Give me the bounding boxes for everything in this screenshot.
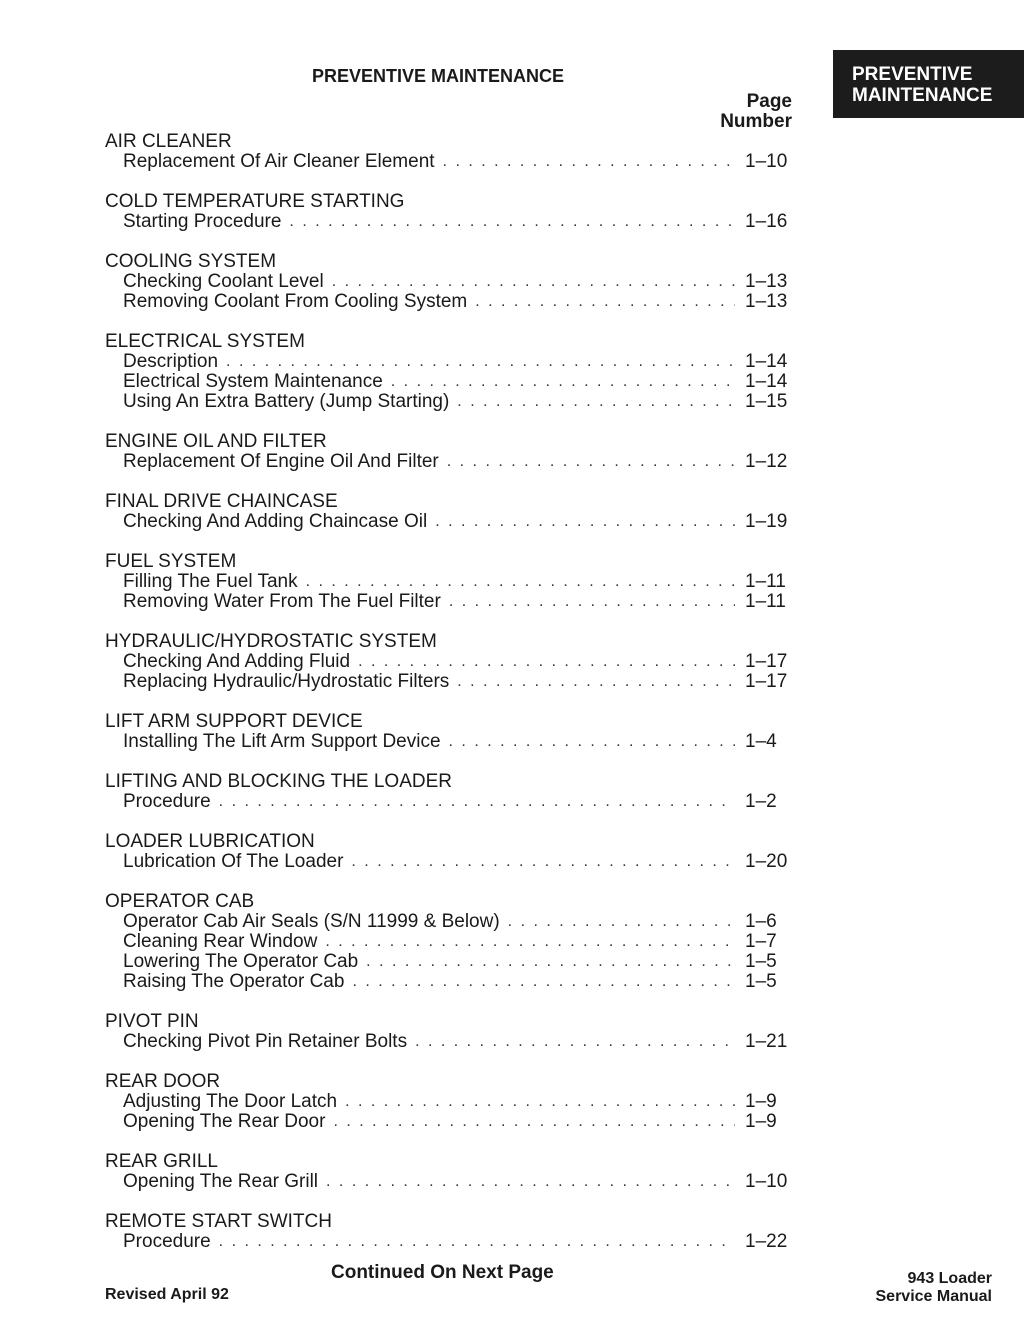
entry-label: Removing Water From The Fuel Filter — [123, 591, 441, 612]
toc-entry[interactable] — [105, 792, 790, 812]
dot-leader — [449, 592, 735, 612]
dot-leader — [226, 352, 735, 372]
entry-label: Checking And Adding Chaincase Oil — [123, 511, 428, 532]
dot-leader — [332, 272, 735, 292]
section-title: OPERATOR CAB — [105, 891, 255, 912]
section-title: AIR CLEANER — [105, 131, 232, 152]
toc-entry[interactable] — [105, 1112, 790, 1132]
dot-leader — [366, 952, 735, 972]
section-title: ELECTRICAL SYSTEM — [105, 331, 305, 352]
toc-section — [105, 432, 790, 472]
toc-entry[interactable] — [105, 1172, 790, 1192]
toc-section — [105, 192, 790, 232]
section-tab-line2: MAINTENANCE — [852, 85, 993, 106]
entry-label: Procedure — [123, 791, 211, 812]
toc-entry[interactable] — [105, 972, 790, 992]
entry-page-number: 1–12 — [745, 451, 788, 472]
entry-label: Checking Pivot Pin Retainer Bolts — [123, 1031, 408, 1052]
manual-name: Service Manual — [875, 1288, 992, 1305]
entry-page-number: 1–11 — [745, 571, 786, 592]
dot-leader — [345, 1092, 735, 1112]
section-title: FINAL DRIVE CHAINCASE — [105, 491, 338, 512]
dot-leader — [457, 392, 735, 412]
dot-leader — [352, 972, 735, 992]
dot-leader — [443, 152, 735, 172]
model-name: 943 Loader — [907, 1270, 992, 1287]
page-title: PREVENTIVE MAINTENANCE — [312, 66, 565, 86]
entry-label: Filling The Fuel Tank — [123, 571, 298, 592]
section-title: LIFT ARM SUPPORT DEVICE — [105, 711, 363, 732]
entry-label: Replacing Hydraulic/Hydrostatic Filters — [123, 671, 450, 692]
entry-label: Checking And Adding Fluid — [123, 651, 351, 672]
dot-leader — [508, 912, 735, 932]
entry-page-number: 1–2 — [745, 791, 777, 812]
entry-page-number: 1–5 — [745, 951, 777, 972]
toc-entry[interactable] — [105, 512, 790, 532]
section-title: FUEL SYSTEM — [105, 551, 237, 572]
entry-page-number: 1–13 — [745, 291, 788, 312]
toc-section — [105, 832, 790, 872]
entry-label: Lowering The Operator Cab — [123, 951, 359, 972]
dot-leader — [219, 792, 735, 812]
toc-entry[interactable] — [105, 352, 790, 372]
entry-label: Raising The Operator Cab — [123, 971, 345, 992]
dot-leader — [449, 732, 735, 752]
entry-label: Checking Coolant Level — [123, 271, 324, 292]
dot-leader — [219, 1232, 735, 1252]
toc-section — [105, 492, 790, 532]
entry-page-number: 1–13 — [745, 271, 788, 292]
toc-section — [105, 332, 790, 412]
toc-entry[interactable] — [105, 592, 790, 612]
entry-page-number: 1–20 — [745, 851, 788, 872]
entry-page-number: 1–21 — [745, 1031, 788, 1052]
toc-section — [105, 1072, 790, 1132]
section-title: COOLING SYSTEM — [105, 251, 277, 272]
entry-label: Opening The Rear Grill — [123, 1171, 319, 1192]
entry-label: Operator Cab Air Seals (S/N 11999 & Below) — [123, 911, 500, 932]
toc-entry[interactable] — [105, 272, 790, 292]
dot-leader — [333, 1112, 735, 1132]
entry-page-number: 1–17 — [745, 651, 788, 672]
dot-leader — [391, 372, 735, 392]
toc-section — [105, 632, 790, 692]
toc-section — [105, 892, 790, 992]
toc-entry[interactable] — [105, 912, 790, 932]
toc-entry[interactable] — [105, 672, 790, 692]
toc-entry[interactable] — [105, 1232, 790, 1252]
entry-page-number: 1–16 — [745, 211, 788, 232]
entry-label: Adjusting The Door Latch — [123, 1091, 338, 1112]
dot-leader — [289, 212, 735, 232]
entry-page-number: 1–9 — [745, 1091, 777, 1112]
dot-leader — [415, 1032, 735, 1052]
entry-page-number: 1–5 — [745, 971, 777, 992]
entry-label: Installing The Lift Arm Support Device — [123, 731, 441, 752]
entry-label: Description — [123, 351, 219, 372]
entry-page-number: 1–10 — [745, 1171, 788, 1192]
section-tab-line1: PREVENTIVE — [852, 64, 973, 85]
dot-leader — [358, 652, 735, 672]
entry-page-number: 1–15 — [745, 391, 788, 412]
section-tab — [833, 50, 1024, 118]
toc-entry[interactable] — [105, 292, 790, 312]
toc-entry[interactable] — [105, 652, 790, 672]
dot-leader — [457, 672, 735, 692]
toc-entry[interactable] — [105, 732, 790, 752]
entry-page-number: 1–7 — [745, 931, 777, 952]
entry-label: Using An Extra Battery (Jump Starting) — [123, 391, 450, 412]
entry-page-number: 1–19 — [745, 511, 788, 532]
dot-leader — [435, 512, 735, 532]
dot-leader — [306, 572, 735, 592]
entry-label: Replacement Of Engine Oil And Filter — [123, 451, 439, 472]
entry-page-number: 1–14 — [745, 371, 788, 392]
toc-entry[interactable] — [105, 1092, 790, 1112]
dot-leader — [325, 932, 735, 952]
toc-entry[interactable] — [105, 1032, 790, 1052]
dot-leader — [475, 292, 735, 312]
toc-section — [105, 1012, 790, 1052]
toc-section — [105, 552, 790, 612]
table-of-contents — [105, 132, 790, 1272]
toc-section — [105, 1152, 790, 1192]
entry-label: Procedure — [123, 1231, 211, 1252]
toc-section — [105, 132, 790, 172]
section-title: LIFTING AND BLOCKING THE LOADER — [105, 771, 453, 792]
entry-label: Opening The Rear Door — [123, 1111, 326, 1132]
toc-entry[interactable] — [105, 952, 790, 972]
continued-note: Continued On Next Page — [331, 1262, 554, 1283]
toc-entry[interactable] — [105, 452, 790, 472]
toc-entry[interactable] — [105, 152, 790, 172]
toc-entry[interactable] — [105, 932, 790, 952]
dot-leader — [326, 1172, 735, 1192]
section-title: LOADER LUBRICATION — [105, 831, 315, 852]
entry-page-number: 1–9 — [745, 1111, 777, 1132]
entry-page-number: 1–4 — [745, 731, 777, 752]
section-title: REMOTE START SWITCH — [105, 1211, 332, 1232]
dot-leader — [447, 452, 735, 472]
toc-section — [105, 252, 790, 312]
manual-identifier — [876, 1270, 993, 1306]
entry-page-number: 1–17 — [745, 671, 788, 692]
toc-section — [105, 1212, 790, 1252]
number-label: Number — [720, 111, 792, 132]
entry-label: Lubrication Of The Loader — [123, 851, 344, 872]
entry-label: Electrical System Maintenance — [123, 371, 383, 392]
entry-page-number: 1–11 — [745, 591, 786, 612]
toc-entry[interactable] — [105, 212, 790, 232]
section-title: HYDRAULIC/HYDROSTATIC SYSTEM — [105, 631, 437, 652]
revision-date: Revised April 92 — [105, 1286, 229, 1303]
section-title: PIVOT PIN — [105, 1011, 199, 1032]
toc-entry[interactable] — [105, 392, 790, 412]
dot-leader — [351, 852, 735, 872]
entry-label: Replacement Of Air Cleaner Element — [123, 151, 435, 172]
entry-label: Removing Coolant From Cooling System — [123, 291, 468, 312]
entry-page-number: 1–14 — [745, 351, 788, 372]
section-title: COLD TEMPERATURE STARTING — [105, 191, 405, 212]
section-title: REAR DOOR — [105, 1071, 221, 1092]
toc-entry[interactable] — [105, 372, 790, 392]
entry-page-number: 1–22 — [745, 1231, 788, 1252]
toc-section — [105, 772, 790, 812]
toc-entry[interactable] — [105, 572, 790, 592]
page-number-header — [720, 92, 792, 132]
page-label: Page — [746, 91, 792, 112]
entry-label: Starting Procedure — [123, 211, 282, 232]
toc-entry[interactable] — [105, 852, 790, 872]
entry-page-number: 1–10 — [745, 151, 788, 172]
section-title: REAR GRILL — [105, 1151, 218, 1172]
section-title: ENGINE OIL AND FILTER — [105, 431, 327, 452]
entry-label: Cleaning Rear Window — [123, 931, 318, 952]
entry-page-number: 1–6 — [745, 911, 777, 932]
toc-section — [105, 712, 790, 752]
